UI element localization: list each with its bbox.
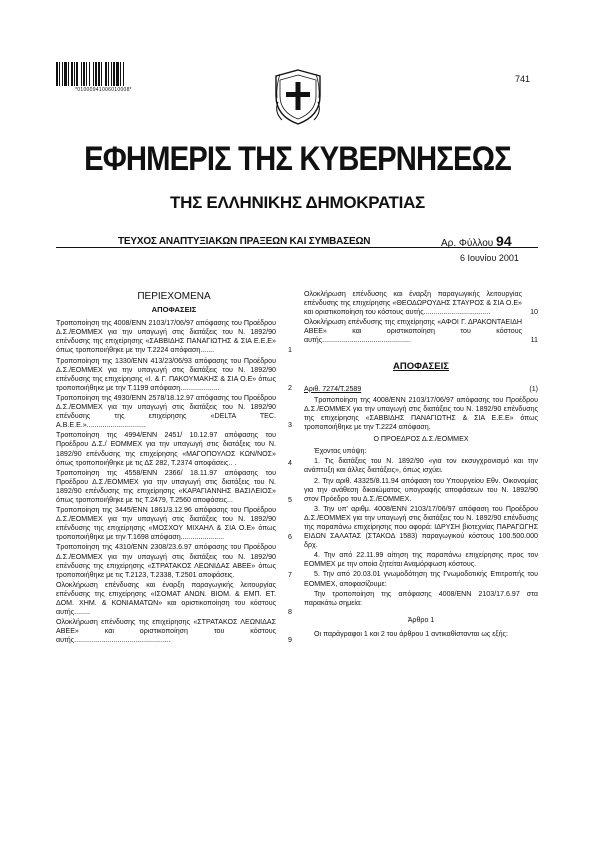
decision-number: Αριθ. 7274/Τ.2589 [304, 384, 362, 393]
decision-paragraph: Την τροποποίηση της απόφασης 4008/ΕΝΝ 2103/17.6.97 στα παρακάτω σημεία: [304, 589, 538, 607]
decision-paragraph: 1. Τις διατάξεις του Ν. 1892/90 «για τον εκσυγχρονισμό και την ανάπτυξη και άλλες διατάξεις», όπως ισχύει. [304, 457, 538, 475]
decision-paragraph: 3. Την υπ' αριθμ. 4008/ΕΝΝ 2103/17/06/97 απόφαση του Προέδρου Δ.Σ./ΕΟΜΜΕΧ για την υπαγωγή στις διατάξεις του Ν. 1892/90 επένδυσης της παραπάνω επιχείρησης που αφορά: ΙΔΡΥΣΗ βιοτεχνίας ΠΑΡΑΓΩΓΗΣ ΕΙΔΩΝ ΣΑΛΑΤΑΣ (ΣΤΑΚΟΔ 1583) παραγωγικού κόστους 100.500.000 δρχ. [304, 504, 538, 550]
toc-entry: Τροποποίηση της 3445/ΕΝΝ 1861/3.12.96 απόφασης του Προέδρου Δ.Σ./ΕΟΜΜΕΧ για την υπαγωγή στις διατάξεις του Ν. 1892/90 επένδυσης της επιχείρησης «ΜΟΣΧΟΥ ΜΙΧΑΗΛ & ΣΙΑ Ο.Ε» όπως τροποποιήθηκε με την Τ.1698 απόφαση...................... 6 [56, 506, 292, 542]
gazette-title: ΕΦΗΜΕΡΙΣ ΤΗΣ ΚΥΒΕΡΝΗΣΕΩΣ [84, 140, 511, 178]
contents-heading: ΠΕΡΙΕΧΟΜΕΝΑ [137, 291, 211, 302]
issue-date: 6 Ιουνίου 2001 [460, 253, 519, 263]
decisions-heading: ΑΠΟΦΑΣΕΙΣ [393, 360, 449, 372]
toc-entry: Τροποποίηση της 4008/ΕΝΝ 2103/17/06/97 απόφασης του Προέδρου Δ.Σ./ΕΟΜΜΕΧ για την υπαγωγή στις διατάξεις του Ν. 1892/90 επένδυσης της επιχείρησης «ΣΑΒΒΙΔΗΣ ΠΑΝΑΓΙΩΤΗΣ & ΣΙΑ Ε.Ε.Ε» όπως τροποποιήθηκε με την Τ.2224 απόφαση....... 1 [56, 319, 292, 355]
article-heading: Άρθρο 1 [407, 615, 435, 624]
decision-summary: Τροποποίηση της 4008/ΕΝΝ 2103/17/06/97 απόφασης του Προέδρου Δ.Σ./ΕΟΜΜΕΧ για την υπαγωγή στις διατάξεις του Ν. 1892/90 επένδυσης της επιχείρησης «ΣΑΒΒΙΔΗΣ ΠΑΝΑΓΙΩΤΗΣ & ΣΙΑ Ε.Ε.Ε» όπως τροποποιήθηκε με την Τ.2224 απόφαση. [304, 395, 538, 432]
toc-entry: Τροποποίηση της 4310/ΕΝΝ 2308/23.6.97 απόφασης του Προέδρου Δ.Σ./ΕΟΜΜΕΧ για την υπαγωγή στις διατάξεις του Ν. 1892/90 επένδυσης της επιχείρησης «ΣΤΡΑΤΑΚΟΣ ΛΕΩΝΙΔΑΣ ΑΒΕΕ» όπως τροποποιήθηκε με τις Τ.2123, Τ.2338, Τ.2501 αποφάσεις. 7 [56, 543, 292, 579]
decisions-column [304, 290, 538, 640]
barcode [56, 62, 151, 86]
decision-authority: Ο ΠΡΟΕΔΡΟΣ Δ.Σ./ΕΟΜΜΕΧ [373, 435, 469, 444]
toc-entry: Ολοκλήρωση επένδυσης και έναρξη παραγωγικής λειτουργίας επένδυσης της επιχείρησης «ΘΕΟΔΩΡΟΥΔΗΣ ΣΤΑΥΡΟΣ & ΣΙΑ Ο.Ε» και οριστικοποίηση του κόστους αυτής.................................. 10 [304, 290, 538, 317]
series-label: ΤΕΥΧΟΣ ΑΝΑΠΤΥΞΙΑΚΩΝ ΠΡΑΞΕΩΝ ΚΑΙ ΣΥΜΒΑΣΕΩΝ [118, 236, 371, 247]
page-number: 741 [515, 74, 531, 84]
decision-reference [304, 385, 538, 394]
toc-entry: Τροποποίηση της 4994/ΕΝΝ 2451/ 10.12.97 απόφασης του Προέδρου Δ.Σ./ ΕΟΜΜΕΧ για την υπαγωγή στις διατάξεις του Ν. 1892/90 επένδυσης της επιχείρησης «ΜΑΓΟΠΟΥΛΟΣ ΚΩΝ/ΝΟΣ» όπως τροποποιήθηκε με τις ΔΣ 282, Τ.2374 αποφάσεις.. . 4 [56, 431, 292, 467]
toc-entry: Ολοκλήρωση επένδυσης και έναρξη παραγωγικής λειτουργίας επένδυσης της επιχείρησης «ΙΣΟΜΑΤ ΑΝΩΝ. ΒΙΟΜ. & ΕΜΠ. ΕΤ. ΔΟΜ. ΧΗΜ. & ΚΟΝΙΑΜΑΤΩΝ» και οριστικοποίηση του κόστους αυτής........ 8 [56, 580, 292, 617]
gazette-subtitle: ΤΗΣ ΕΛΛΗΝΙΚΗΣ ΔΗΜΟΚΡΑΤΙΑΣ [170, 193, 425, 212]
barcode-number: *01000941006010008* [75, 87, 132, 93]
article-text: Οι παράγραφοι 1 και 2 του άρθρου 1 αντικαθίστανται ως εξής: [314, 629, 508, 638]
decision-paragraph: 2. Την αριθ. 43325/8.11.94 απόφαση του Υπουργείου Εθν. Οικονομίας για την ανάθεση δικαιώματος υπογραφής αποφάσεων του Ν. 1892/90 στον Πρόεδρο του Δ.Σ./ΕΟΜΜΕΧ. [304, 476, 538, 503]
toc-entry: Τροποποίηση της 4930/ΕΝΝ 2578/18.12.97 απόφασης του Προέδρου Δ.Σ./ΕΟΜΜΕΧ για την υπαγωγή στις διατάξεις του Ν. 1892/90 επένδυσης της επιχείρησης «DELTA TEC. Α.Β.Ε.Ε.».............................. 3 [56, 393, 292, 430]
issue-label: Αρ. Φύλλου [441, 238, 494, 249]
contents-subheading: ΑΠΟΦΑΣΕΙΣ [151, 305, 197, 315]
toc-entry: Ολοκλήρωση επένδυσης της επιχείρησης «ΣΤΡΑΤΑΚΟΣ ΛΕΩΝΙΔΑΣ ΑΒΕΕ» και οριστικοποίηση του κόστους αυτής................................................. 9 [56, 618, 292, 645]
issue-value: 94 [496, 233, 512, 249]
considering-label: Έχοντας υπόψη: [314, 447, 367, 456]
decision-index: (1) [529, 384, 538, 393]
toc-entry: Ολοκλήρωση επένδυσης της επιχείρησης «ΑΦΟΙ Γ. ΔΡΑΚΟΝΤΑΕΙΔΗ ΑΒΕΕ» και οριστικοποίηση του κόστους αυτής............................................. 11 [304, 318, 538, 345]
toc-entry: Τροποποίηση της 4558/ΕΝΝ 2366/ 18.11.97 απόφασης του Προέδρου Δ.Σ./ΕΟΜΜΕΧ για την υπαγωγή στις διατάξεις του Ν. 1892/90 επένδυσης της επιχείρησης «ΚΑΡΑΓΙΑΝΝΗΣ ΒΑΣΙΛΕΙΟΣ» όπως τροποποιήθηκε με τις Τ.2479, Τ.2560 αποφάσεις... 5 [56, 468, 292, 504]
coat-of-arms-icon [272, 66, 324, 128]
decision-paragraph: 5. Την από 20.03.01 γνωμοδότηση της Γνωμοδοτικής Επιτροπής του ΕΟΜΜΕΧ, αποφασίζουμε: [304, 570, 538, 588]
header-rule [56, 247, 538, 248]
contents-column [56, 292, 292, 646]
toc-entry: Τροποποίηση της 1330/ΕΝΝ 413/23/06/93 απόφασης του Προέδρου Δ.Σ./ΕΟΜΜΕΧ για την υπαγωγή στις διατάξεις του Ν. 1892/90 επένδυσης της επιχείρησης «Ι. & Γ. ΠΑΚΟΥΜΑΚΗΣ & ΣΙΑ Ο.Ε» όπως τροποποιήθηκε με την Τ.1199 απόφαση.................... 2 [56, 356, 292, 392]
decision-paragraph: 4. Την από 22.11.99 αίτηση της παραπάνω επιχείρησης προς τον ΕΟΜΜΕΧ με την οποία ζητείται Αναμόρφωση κόστους. [304, 551, 538, 569]
